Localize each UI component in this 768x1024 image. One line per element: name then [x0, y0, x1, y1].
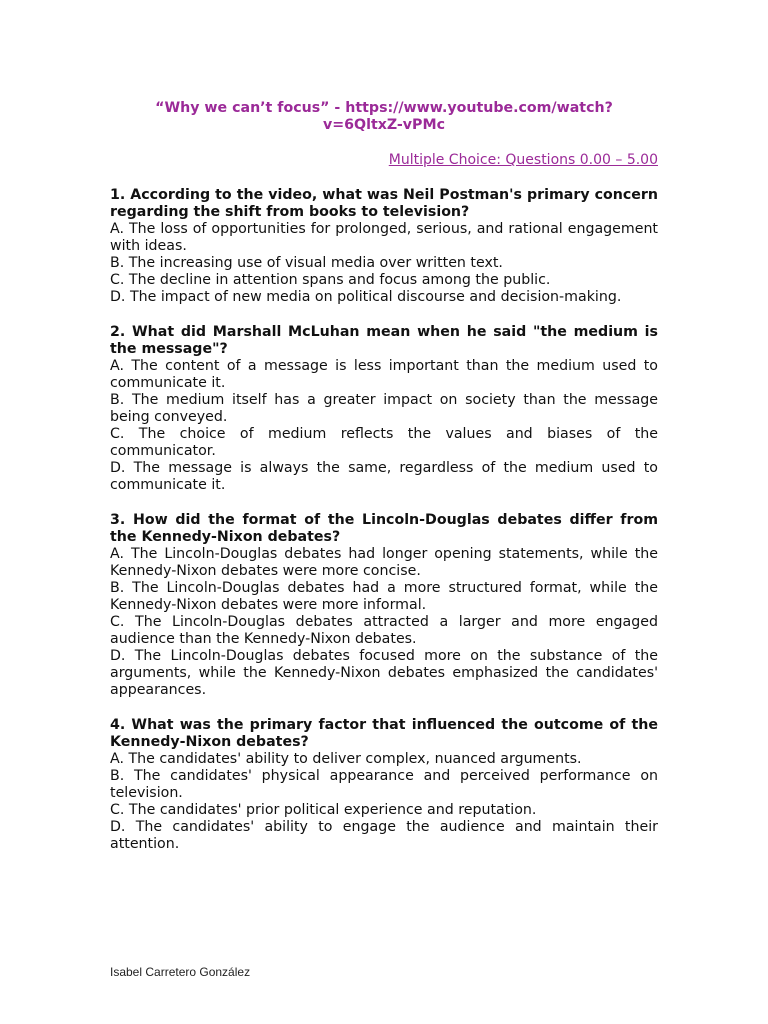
option-c: C. The Lincoln-Douglas debates attracted a larger and more engaged audience than the Kennedy-Nixon debates.	[110, 614, 658, 647]
question-3	[110, 512, 658, 699]
title-line-2: v=6QltxZ-vPMc	[323, 117, 445, 133]
question-text: 3. How did the format of the Lincoln-Douglas debates differ from the Kennedy-Nixon debates?	[110, 512, 658, 545]
option-a: A. The Lincoln-Douglas debates had longer opening statements, while the Kennedy-Nixon debates were more concise.	[110, 546, 658, 579]
option-d: D. The Lincoln-Douglas debates focused more on the substance of the arguments, while the Kennedy-Nixon debates emphasized the candidates' appearances.	[110, 648, 658, 698]
option-b: B. The candidates' physical appearance and perceived performance on television.	[110, 768, 658, 801]
option-d: D. The message is always the same, regardless of the medium used to communicate it.	[110, 460, 658, 493]
option-b: B. The increasing use of visual media over written text.	[110, 255, 503, 271]
question-text: 1. According to the video, what was Neil Postman's primary concern regarding the shift from books to television?	[110, 187, 658, 220]
document-title	[110, 100, 658, 134]
question-text: 2. What did Marshall McLuhan mean when he said "the medium is the message"?	[110, 324, 658, 357]
option-a: A. The loss of opportunities for prolonged, serious, and rational engagement with ideas.	[110, 221, 658, 254]
title-line-1: “Why we can’t focus” - https://www.youtube.com/watch?	[155, 100, 613, 116]
option-d: D. The impact of new media on political discourse and decision-making.	[110, 289, 622, 305]
question-list	[110, 187, 658, 853]
footer-author: Isabel Carretero González	[110, 965, 251, 979]
document-page	[110, 100, 658, 853]
option-a: A. The content of a message is less important than the medium used to communicate it.	[110, 358, 658, 391]
option-b: B. The medium itself has a greater impact on society than the message being conveyed.	[110, 392, 658, 425]
option-c: C. The candidates' prior political experience and reputation.	[110, 802, 537, 818]
option-c: C. The decline in attention spans and focus among the public.	[110, 272, 551, 288]
option-b: B. The Lincoln-Douglas debates had a more structured format, while the Kennedy-Nixon debates were more informal.	[110, 580, 658, 613]
question-text: 4. What was the primary factor that influenced the outcome of the Kennedy-Nixon debates?	[110, 717, 658, 750]
section-subtitle: Multiple Choice: Questions 0.00 – 5.00	[388, 152, 658, 168]
question-2	[110, 324, 658, 494]
option-d: D. The candidates' ability to engage the audience and maintain their attention.	[110, 819, 658, 852]
question-4	[110, 717, 658, 853]
question-1	[110, 187, 658, 306]
option-a: A. The candidates' ability to deliver complex, nuanced arguments.	[110, 751, 582, 767]
option-c: C. The choice of medium reflects the values and biases of the communicator.	[110, 426, 658, 459]
